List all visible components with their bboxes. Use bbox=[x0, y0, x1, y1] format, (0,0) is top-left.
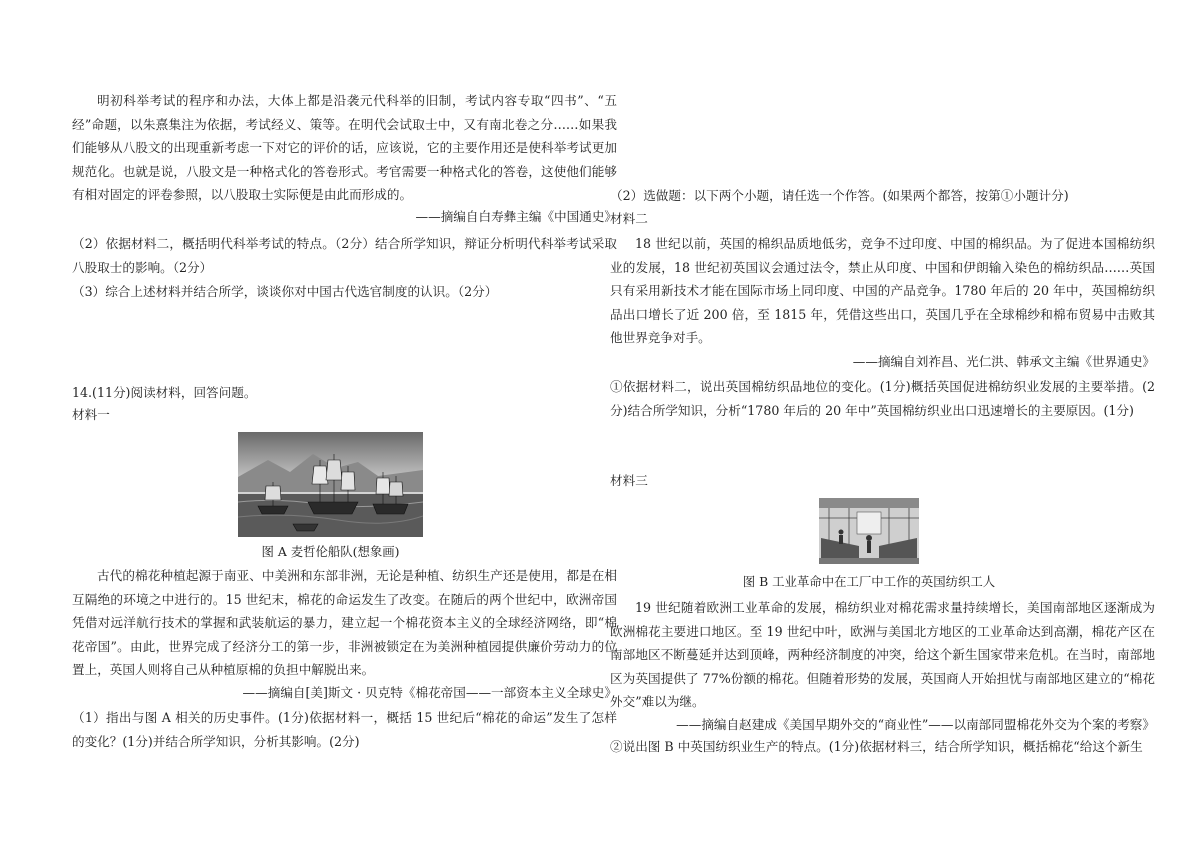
question-option-2: ②说出图 B 中英国纺织业生产的特点。(1分)依据材料三，结合所学知识，概括棉花“给这个新生 bbox=[610, 739, 1143, 754]
question-option-1: ①依据材料二，说出英国棉纺织品地位的变化。(1分)概括英国促进棉纺织业发展的主要举措。(2分)结合所学知识，分析“1780 年后的 20 年中”英国棉纺织业出口迅速增长的主要原因。(1分) bbox=[610, 379, 1155, 418]
question-2: （2）依据材料二，概括明代科举考试的特点。（2分）结合所学知识，辩证分析明代科举考试采取八股取士的影响。（2分） bbox=[72, 236, 617, 275]
figure-a-magellan-fleet bbox=[238, 432, 423, 537]
material-paragraph-british-textiles: 18 世纪以前，英国的棉织品质地低劣，竞争不过印度、中国的棉织品。为了促进本国棉纺织业的发展，18 世纪初英国议会通过法令，禁止从印度、中国和伊朗输入染色的棉纺织品……英国只有采用新技术才能在国际市场上同印度、中国的产品竞争。1780 年后的 20 年中，英国棉纺织品出口增长了近 200 倍，至 1815 年，凭借这些出口，英国几乎在全球棉纱和棉布贸易中击败其他世界竞争对手。 bbox=[610, 236, 1155, 345]
material-label: 材料二 bbox=[610, 211, 648, 226]
source-citation: ——摘编自白寿彝主编《中国通史》 bbox=[415, 209, 617, 224]
figure-b-textile-workers bbox=[819, 498, 919, 564]
material-label: 材料一 bbox=[72, 407, 110, 422]
source-citation: ——摘编自刘祚昌、光仁洪、韩承文主编《世界通史》 bbox=[852, 354, 1155, 369]
right-column bbox=[610, 0, 1155, 849]
figure-b-caption: 图 B 工业革命中在工厂中工作的英国纺织工人 bbox=[742, 574, 996, 589]
elective-instructions: （2）选做题：以下两个小题，请任选一个作答。(如果两个都答，按第①小题计分) bbox=[610, 188, 1069, 203]
question-14-heading: 14.(11分)阅读材料，回答问题。 bbox=[72, 385, 257, 400]
left-column bbox=[72, 0, 617, 849]
figure-a-caption: 图 A 麦哲伦船队(想象画) bbox=[261, 544, 400, 559]
source-citation: ——摘编自[美]斯文 · 贝克特《棉花帝国——一部资本主义全球史》 bbox=[242, 685, 617, 700]
question-3: （3）综合上述材料并结合所学，谈谈你对中国古代选官制度的认识。（2分） bbox=[72, 284, 498, 299]
material-paragraph-cotton: 古代的棉花种植起源于南亚、中美洲和东部非洲，无论是种植、纺织生产还是使用，都是在相互隔绝的环境之中进行的。15 世纪末，棉花的命运发生了改变。在随后的两个世纪中，欧洲帝国凭借对远洋航行技术的掌握和武装航运的暴力，建立起一个棉花资本主义的全球经济网络，即“棉花帝国”。由此，世界完成了经济分工的第一步，非洲被锁定在为美洲种植园提供廉价劳动力的位置上，英国人则将自己从种植原棉的负担中解脱出来。 bbox=[72, 568, 617, 677]
material-paragraph-us-cotton: 19 世纪随着欧洲工业革命的发展，棉纺织业对棉花需求量持续增长，美国南部地区逐渐成为欧洲棉花主要进口地区。至 19 世纪中叶，欧洲与美国北方地区的工业革命达到高潮，棉花产区在南部地区不断蔓延并达到顶峰，两种经济制度的冲突，给这个新生国家带来危机。在当时，南部地区为英国提供了 77%份额的棉花。但随着形势的发展，英国商人开始担忧与南部地区建立的“棉花外交”难以为继。 bbox=[610, 600, 1155, 709]
material-paragraph-ming-exam: 明初科举考试的程序和办法，大体上都是沿袭元代科举的旧制，考试内容专取“四书”、“五经”命题，以朱熹集注为依据，考试经义、策等。在明代会试取士中，又有南北卷之分……如果我们能够从八股文的出现重新考虑一下对它的评价的话，应该说，它的主要作用还是使科举考试更加规范化。也就是说，八股文是一种格式化的答卷形式。考官需要一种格式化的答卷，这使他们能够有相对固定的评卷参照，以八股取士实际便是由此而形成的。 bbox=[72, 93, 617, 202]
question-1: （1）指出与图 A 相关的历史事件。(1分)依据材料一，概括 15 世纪后“棉花的命运”发生了怎样的变化？(1分)并结合所学知识，分析其影响。(2分) bbox=[72, 710, 617, 749]
source-citation: ——摘编自赵建成《美国早期外交的“商业性”——以南部同盟棉花外交为个案的考察》 bbox=[676, 717, 1155, 732]
material-label: 材料三 bbox=[610, 473, 648, 488]
